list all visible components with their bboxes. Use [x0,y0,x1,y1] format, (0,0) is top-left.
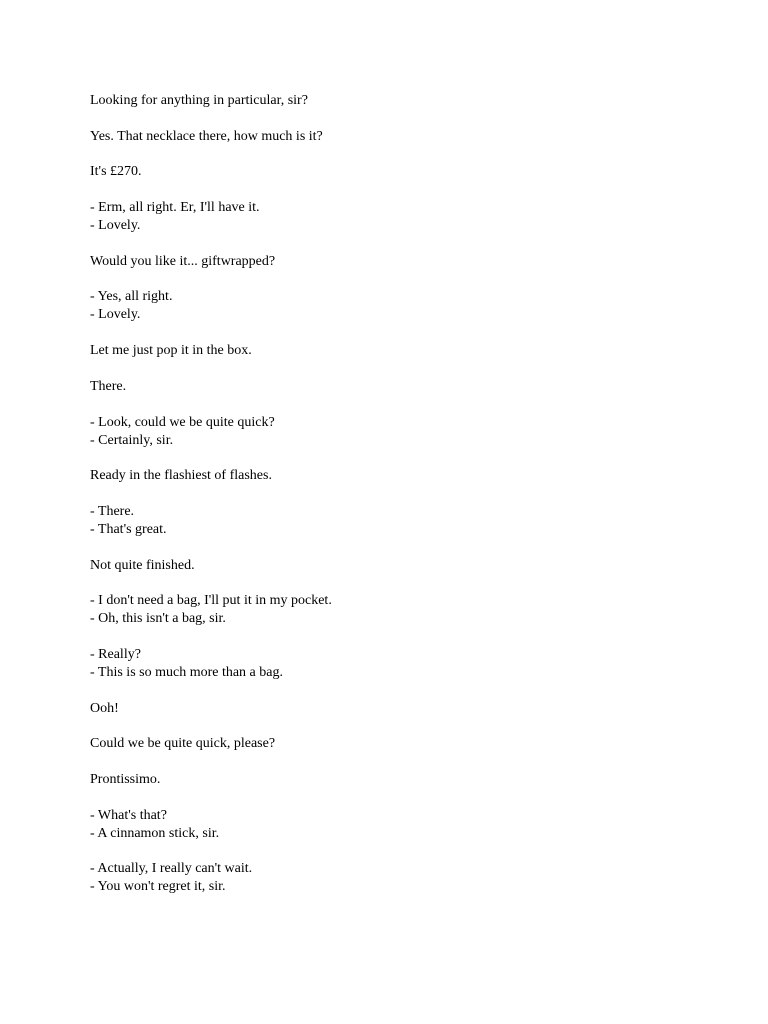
text-line: - You won't regret it, sir. [90,879,226,895]
paragraph [90,342,730,360]
paragraph [90,771,730,789]
text-line: - This is so much more than a bag. [90,664,283,680]
text-line: Would you like it... giftwrapped? [90,253,276,269]
paragraph [90,163,730,181]
text-line: Yes. That necklace there, how much is it? [90,128,323,144]
text-line: - Really? [90,646,141,662]
paragraph [90,128,730,146]
text-line: Ready in the flashiest of flashes. [90,468,272,484]
text-line: - Yes, all right. [90,289,173,305]
text-line: Ooh! [90,700,119,716]
text-line: Prontissimo. [90,772,161,787]
dialogue-text [90,92,730,896]
paragraph [90,735,730,753]
text-line: Could we be quite quick, please? [90,736,276,752]
paragraph [90,592,730,628]
text-line: - There. [90,503,135,519]
paragraph [90,378,730,396]
text-line: - Lovely. [90,307,141,323]
text-line: - Lovely. [90,218,141,234]
paragraph [90,414,730,450]
text-line: - What's that? [90,807,167,823]
text-line: - A cinnamon stick, sir. [90,825,220,841]
paragraph [90,199,730,235]
paragraph [90,92,730,110]
text-line: - Actually, I really can't wait. [90,861,253,877]
text-line: - Certainly, sir. [90,432,174,448]
paragraph [90,467,730,485]
paragraph [90,503,730,539]
paragraph [90,288,730,324]
text-line: There. [90,378,127,394]
paragraph [90,807,730,843]
document-page [90,92,730,914]
text-line: Looking for anything in particular, sir? [90,93,308,108]
text-line: Not quite finished. [90,557,195,573]
text-line: - Look, could we be quite quick? [90,414,275,430]
paragraph [90,557,730,575]
paragraph [90,646,730,682]
text-line: - Erm, all right. Er, I'll have it. [90,200,260,216]
text-line: Let me just pop it in the box. [90,343,252,359]
paragraph [90,253,730,271]
text-line: It's £270. [90,164,142,180]
paragraph [90,700,730,718]
text-line: - Oh, this isn't a bag, sir. [90,611,226,627]
paragraph [90,860,730,896]
text-line: - I don't need a bag, I'll put it in my pocket. [90,593,332,609]
text-line: - That's great. [90,521,167,537]
